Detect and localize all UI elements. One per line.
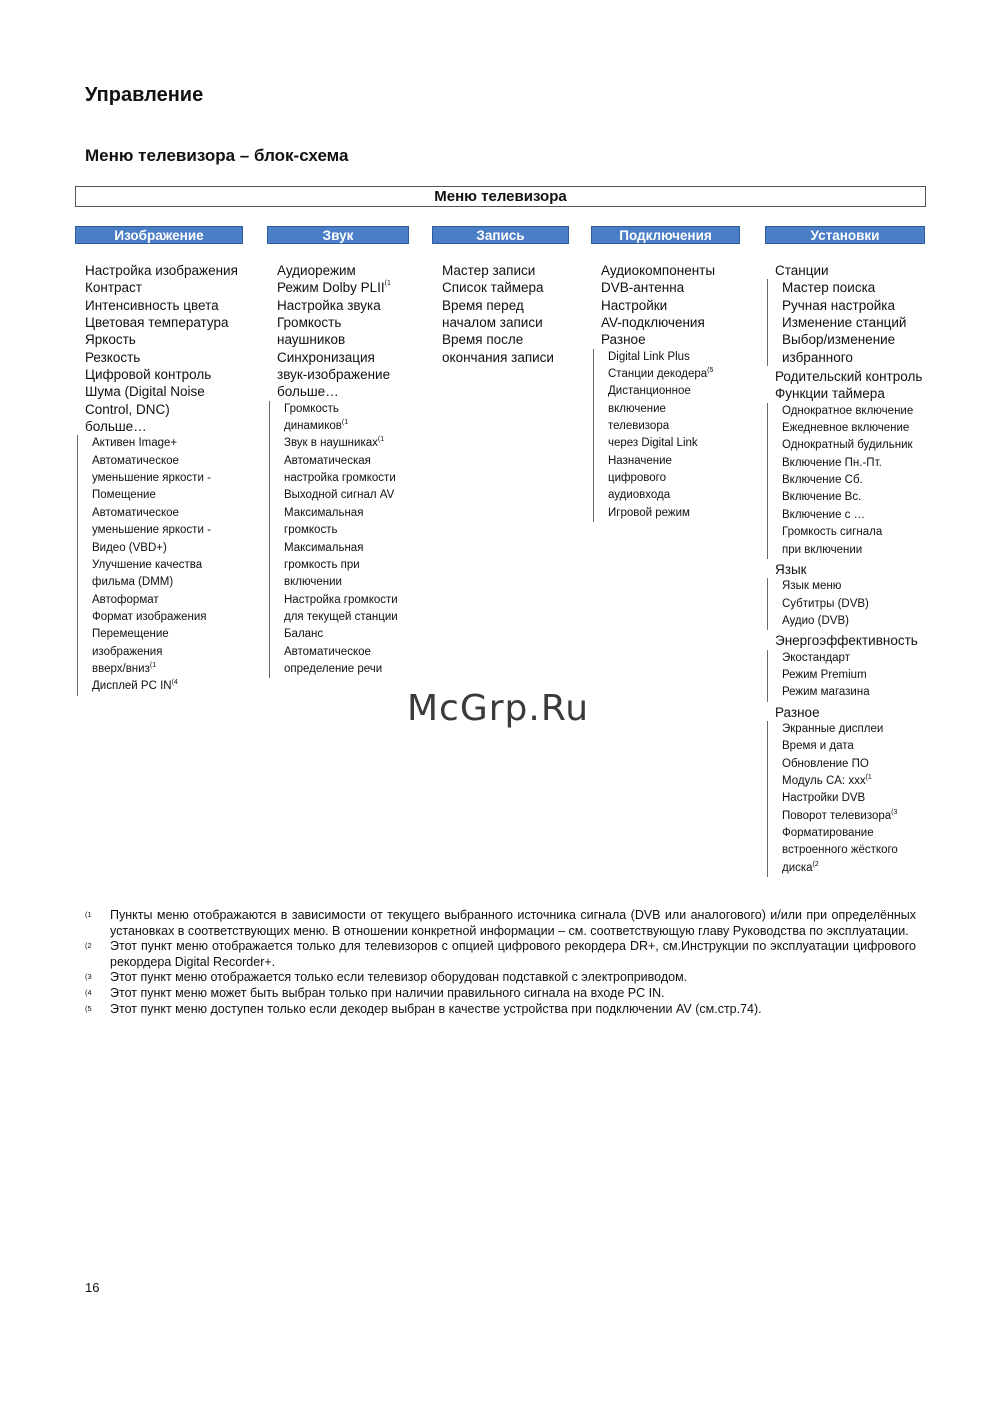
menu-item [782, 524, 925, 541]
menu-item-label: Станции [775, 263, 829, 278]
menu-item-label: Настройки [601, 297, 668, 313]
menu-item-label: Станции декодера [608, 368, 708, 381]
menu-item-label: Перемещение [92, 628, 169, 641]
menu-item [284, 453, 409, 470]
menu-item [782, 667, 925, 684]
menu-item-label: Выбор/изменение [782, 332, 896, 348]
menu-item [284, 609, 409, 626]
menu-item [782, 650, 925, 667]
menu-item-label: Мастер записи [442, 263, 536, 278]
footnote-ref: (1 [377, 436, 385, 444]
menu-item-label: Звук в наушниках [284, 437, 378, 450]
menu-item [284, 435, 409, 452]
footnote-mark: (2 [85, 941, 92, 951]
menu-item-list [75, 262, 243, 696]
menu-item [608, 435, 740, 452]
menu-item-label: Экранные дисплеи [782, 722, 884, 735]
menu-item [775, 368, 925, 385]
submenu [767, 403, 925, 559]
menu-item [442, 349, 569, 366]
menu-item [782, 279, 925, 296]
page-heading: Управление [85, 84, 204, 106]
menu-item-list [267, 262, 409, 678]
footnote-ref: (1 [865, 773, 872, 781]
footnote-mark: (4 [85, 987, 92, 997]
footnote-mark: (5 [85, 1003, 92, 1013]
menu-item-label: Автоматическое [92, 454, 179, 467]
menu-item-label: Шума (Digital Noise [85, 384, 205, 400]
column-connections [591, 226, 740, 524]
menu-item-label: Режим Premium [782, 668, 867, 681]
menu-item-label: Автоматическая [284, 454, 371, 467]
menu-item-label: вверх/вниз [92, 662, 150, 675]
menu-item [92, 453, 243, 470]
menu-item-label: больше… [85, 419, 147, 435]
menu-item [601, 314, 740, 331]
menu-item [92, 661, 243, 678]
menu-item [782, 297, 925, 314]
menu-item [92, 626, 243, 643]
menu-item [782, 472, 925, 489]
menu-item [782, 756, 925, 773]
menu-item-label: Изменение станций [782, 315, 907, 331]
footnote-ref: (1 [341, 419, 349, 427]
submenu [77, 435, 243, 695]
menu-item-label: Включение Пн.-Пт. [782, 456, 882, 469]
menu-item-label: Аудио (DVB) [782, 614, 849, 627]
column-header: Подключения [591, 226, 740, 244]
menu-item-label: Разное [601, 332, 646, 348]
column-header: Изображение [75, 226, 243, 244]
menu-item-label: Аудиокомпоненты [601, 263, 716, 278]
menu-item-label: встроенного жёсткого [782, 844, 898, 857]
menu-item [92, 435, 243, 452]
submenu [767, 721, 925, 877]
menu-item [284, 401, 409, 418]
footnote-ref: (5 [707, 367, 714, 375]
menu-item [92, 609, 243, 626]
menu-item-label: диска [782, 861, 813, 874]
menu-item-label: Цифровой контроль [85, 367, 212, 383]
menu-item [277, 279, 409, 296]
menu-item [775, 632, 925, 649]
menu-item-label: Энергоэффективность [775, 633, 918, 649]
menu-item [92, 470, 243, 487]
menu-item [92, 574, 243, 591]
menu-item [782, 790, 925, 807]
menu-item [284, 661, 409, 678]
menu-item [608, 505, 740, 522]
menu-item [601, 279, 740, 296]
menu-item-label: Максимальная [284, 506, 364, 519]
menu-item-label: началом записи [442, 315, 543, 331]
menu-item [277, 383, 409, 400]
menu-item-label: Настройки DVB [782, 792, 866, 805]
menu-item [284, 574, 409, 591]
menu-item-label: уменьшение яркости - [92, 472, 211, 485]
menu-item [608, 487, 740, 504]
menu-item [775, 262, 925, 279]
menu-item-label: Включение Сб. [782, 474, 863, 487]
menu-item-label: Однократное включение [782, 404, 914, 417]
menu-item [782, 314, 925, 331]
menu-item-label: Настройка звука [277, 297, 381, 313]
menu-item [782, 808, 925, 825]
menu-item-label: телевизора [608, 420, 670, 433]
menu-item-label: Функции таймера [775, 386, 885, 402]
menu-item-label: при включении [782, 543, 863, 556]
footnote-text: Пункты меню отображаются в зависимости от текущего выбранного источника сигнала (DVB или аналогового) и/или при определённых установках в соответствующих меню. В отношении конкретной информации – см. соответствующую главу Руководства по эксплуатации. [110, 908, 916, 938]
menu-item-label: Список таймера [442, 280, 544, 296]
menu-item [775, 704, 925, 721]
footnote-mark: (1 [85, 910, 92, 919]
menu-item-list [432, 262, 569, 366]
menu-item [85, 349, 243, 366]
menu-item-label: Мастер поиска [782, 280, 876, 296]
menu-item [782, 403, 925, 420]
menu-item [92, 678, 243, 695]
menu-item [601, 262, 740, 279]
menu-item [85, 314, 243, 331]
menu-item-label: AV-подключения [601, 315, 705, 331]
menu-item-label: Громкость [277, 315, 342, 331]
menu-item [85, 297, 243, 314]
menu-item [284, 592, 409, 609]
menu-item [277, 331, 409, 348]
submenu [767, 578, 925, 630]
menu-item [284, 540, 409, 557]
menu-item [284, 487, 409, 504]
menu-item-label: больше… [277, 384, 339, 400]
menu-item-label: Режим Dolby PLII [277, 280, 385, 296]
menu-item [601, 297, 740, 314]
footnote [85, 939, 916, 970]
menu-item-label: Control, DNC) [85, 401, 170, 417]
footnote-ref: (2 [812, 860, 819, 868]
menu-item [775, 385, 925, 402]
menu-item [782, 437, 925, 454]
menu-item-label: Включение Вс. [782, 491, 862, 504]
menu-item-label: фильма (DMM) [92, 576, 174, 589]
menu-item-label: Автоформат [92, 593, 159, 606]
submenu [767, 650, 925, 702]
menu-item [782, 455, 925, 472]
menu-item [92, 644, 243, 661]
menu-item [782, 578, 925, 595]
menu-item [85, 418, 243, 435]
column-image [75, 226, 243, 698]
menu-item-label: звук-изображение [277, 367, 391, 383]
menu-item [85, 331, 243, 348]
menu-item-list [765, 262, 925, 877]
menu-item [85, 401, 243, 418]
menu-item-label: Модуль CA: xxx [782, 774, 866, 787]
menu-item [608, 418, 740, 435]
menu-item-label: Разное [775, 704, 820, 720]
menu-item-label: Субтитры (DVB) [782, 597, 869, 610]
menu-item-label: Язык меню [782, 580, 842, 593]
menu-item [92, 540, 243, 557]
menu-item-label: определение речи [284, 662, 383, 675]
menu-item [85, 279, 243, 296]
menu-item-label: Резкость [85, 349, 141, 365]
menu-item-label: громкость [284, 524, 338, 537]
menu-item-label: DVB-антенна [601, 280, 685, 296]
menu-item-label: окончания записи [442, 349, 554, 365]
menu-item [284, 470, 409, 487]
menu-item-label: Игровой режим [608, 506, 690, 519]
column-header: Установки [765, 226, 925, 244]
menu-item [277, 314, 409, 331]
menu-item [92, 522, 243, 539]
menu-item-label: Режим магазина [782, 686, 870, 699]
menu-item [601, 331, 740, 348]
menu-item-label: для текущей станции [284, 610, 398, 623]
menu-item [442, 279, 569, 296]
menu-item-label: Максимальная [284, 541, 364, 554]
menu-item-label: Обновление ПО [782, 757, 869, 770]
footnote [85, 1002, 916, 1018]
submenu [269, 401, 409, 679]
menu-item [277, 349, 409, 366]
menu-item-label: включение [608, 402, 666, 415]
menu-item-label: Ежедневное включение [782, 422, 910, 435]
footnote-text: Этот пункт меню может быть выбран только при наличии правильного сигнала на входе PC IN. [110, 985, 665, 1000]
footnote-ref: (1 [149, 661, 157, 669]
menu-item [782, 420, 925, 437]
menu-item-label: Автоматическое [92, 506, 179, 519]
column-header: Звук [267, 226, 409, 244]
footnote [85, 908, 916, 939]
menu-item [442, 297, 569, 314]
menu-item-label: Автоматическое [284, 645, 371, 658]
menu-item-label: уменьшение яркости - [92, 524, 211, 537]
column-recording [432, 226, 569, 366]
menu-item-label: Цветовая температура [85, 315, 229, 331]
menu-item-label: Дисплей PC IN [92, 680, 172, 693]
menu-item-label: настройка громкости [284, 472, 396, 485]
menu-item-label: Однократный будильник [782, 439, 913, 452]
menu-item-label: Время и дата [782, 740, 854, 753]
menu-item [442, 262, 569, 279]
submenu [767, 279, 925, 366]
menu-item-label: Интенсивность цвета [85, 297, 219, 313]
menu-item [608, 453, 740, 470]
menu-item [92, 592, 243, 609]
menu-item [782, 860, 925, 877]
menu-item [782, 825, 925, 842]
menu-item-label: Включение с … [782, 508, 866, 521]
menu-item [85, 366, 243, 383]
menu-item-label: наушников [277, 332, 346, 348]
footnote [85, 970, 916, 986]
menu-item-label: Помещение [92, 489, 156, 502]
menu-item-label: Экостандарт [782, 651, 850, 664]
menu-item [608, 401, 740, 418]
menu-item [284, 522, 409, 539]
menu-item-label: Форматирование [782, 827, 874, 839]
watermark: McGrp.Ru [407, 688, 590, 729]
menu-item [782, 331, 925, 348]
column-header: Запись [432, 226, 569, 244]
menu-item [782, 613, 925, 630]
menu-item [277, 262, 409, 279]
menu-item-label: Синхронизация [277, 349, 375, 365]
menu-item-label: изображения [92, 645, 163, 658]
menu-item [782, 842, 925, 859]
footnote-mark: (3 [85, 972, 92, 982]
page-number: 16 [85, 1280, 100, 1295]
menu-item-label: включении [284, 576, 342, 589]
menu-item-label: Формат изображения [92, 610, 207, 623]
menu-item [782, 489, 925, 506]
menu-item-label: Digital Link Plus [608, 350, 690, 363]
menu-item [782, 684, 925, 701]
menu-item-list [591, 262, 740, 522]
menu-item [782, 596, 925, 613]
menu-item [85, 262, 243, 279]
menu-item-label: Яркость [85, 332, 136, 348]
menu-item-label: Выходной сигнал AV [284, 489, 395, 502]
menu-item-label: Настройка изображения [85, 263, 238, 278]
menu-item-label: Родительский контроль [775, 369, 923, 385]
menu-item-label: избранного [782, 349, 853, 365]
menu-item-label: громкость при [284, 558, 360, 571]
menu-item [608, 349, 740, 366]
footnote-text: Этот пункт меню отображается только для телевизоров с опцией цифрового рекордера DR+, см.Инструкции по эксплуатации цифрового рекордера Digital Recorder+. [110, 939, 916, 969]
menu-item [442, 331, 569, 348]
menu-item-label: Аудиорежим [277, 263, 356, 278]
menu-item-label: через Digital Link [608, 437, 698, 450]
menu-item [442, 314, 569, 331]
menu-item-label: Время перед [442, 297, 524, 313]
menu-item [608, 383, 740, 400]
column-sound [267, 226, 409, 680]
footnote [85, 986, 916, 1002]
menu-item [92, 487, 243, 504]
menu-item-label: Поворот телевизора [782, 809, 892, 822]
menu-item [284, 505, 409, 522]
submenu [593, 349, 740, 522]
menu-item [92, 557, 243, 574]
menu-item-label: Видео (VBD+) [92, 541, 167, 554]
menu-item-label: Назначение [608, 454, 672, 467]
menu-item [775, 561, 925, 578]
menu-item-label: Активен Image+ [92, 437, 178, 450]
menu-item-label: аудиовхода [608, 489, 671, 502]
menu-item-label: Громкость [284, 402, 339, 415]
footnote-text: Этот пункт меню отображается только если телевизор оборудован подставкой с электроприводом. [110, 970, 688, 985]
footnote-text: Этот пункт меню доступен только если декодер выбран в качестве устройства при подключении AV (см.стр.74). [110, 1001, 762, 1016]
menu-item-label: цифрового [608, 472, 666, 485]
menu-item-label: Баланс [284, 628, 324, 641]
menu-item [92, 505, 243, 522]
menu-item [782, 507, 925, 524]
menu-item [782, 738, 925, 755]
footnote-ref: (4 [171, 679, 178, 687]
menu-item [277, 297, 409, 314]
menu-item [284, 626, 409, 643]
menu-item-label: динамиков [284, 420, 342, 433]
column-settings [765, 226, 925, 879]
menu-item [608, 470, 740, 487]
menu-item [284, 418, 409, 435]
menu-item [277, 366, 409, 383]
menu-item-label: Улучшение качества [92, 558, 203, 571]
menu-item-label: Время после [442, 332, 524, 348]
menu-item-label: Громкость сигнала [782, 526, 883, 539]
menu-title-box: Меню телевизора [75, 186, 926, 207]
menu-item [608, 366, 740, 383]
menu-item [782, 542, 925, 559]
menu-item [284, 557, 409, 574]
menu-item-label: Язык [775, 561, 807, 577]
menu-item-label: Ручная настройка [782, 297, 895, 313]
menu-item [782, 721, 925, 738]
menu-item [782, 773, 925, 790]
section-title: Меню телевизора – блок-схема [85, 146, 349, 165]
menu-item [85, 383, 243, 400]
footnote-ref: (3 [891, 808, 898, 816]
footnote-ref: (1 [384, 280, 391, 288]
menu-item-label: Контраст [85, 280, 142, 296]
menu-item [284, 644, 409, 661]
menu-item-label: Дистанционное [608, 385, 691, 398]
footnotes [85, 908, 916, 1017]
menu-item-label: Настройка громкости [284, 593, 398, 606]
menu-item [782, 349, 925, 366]
